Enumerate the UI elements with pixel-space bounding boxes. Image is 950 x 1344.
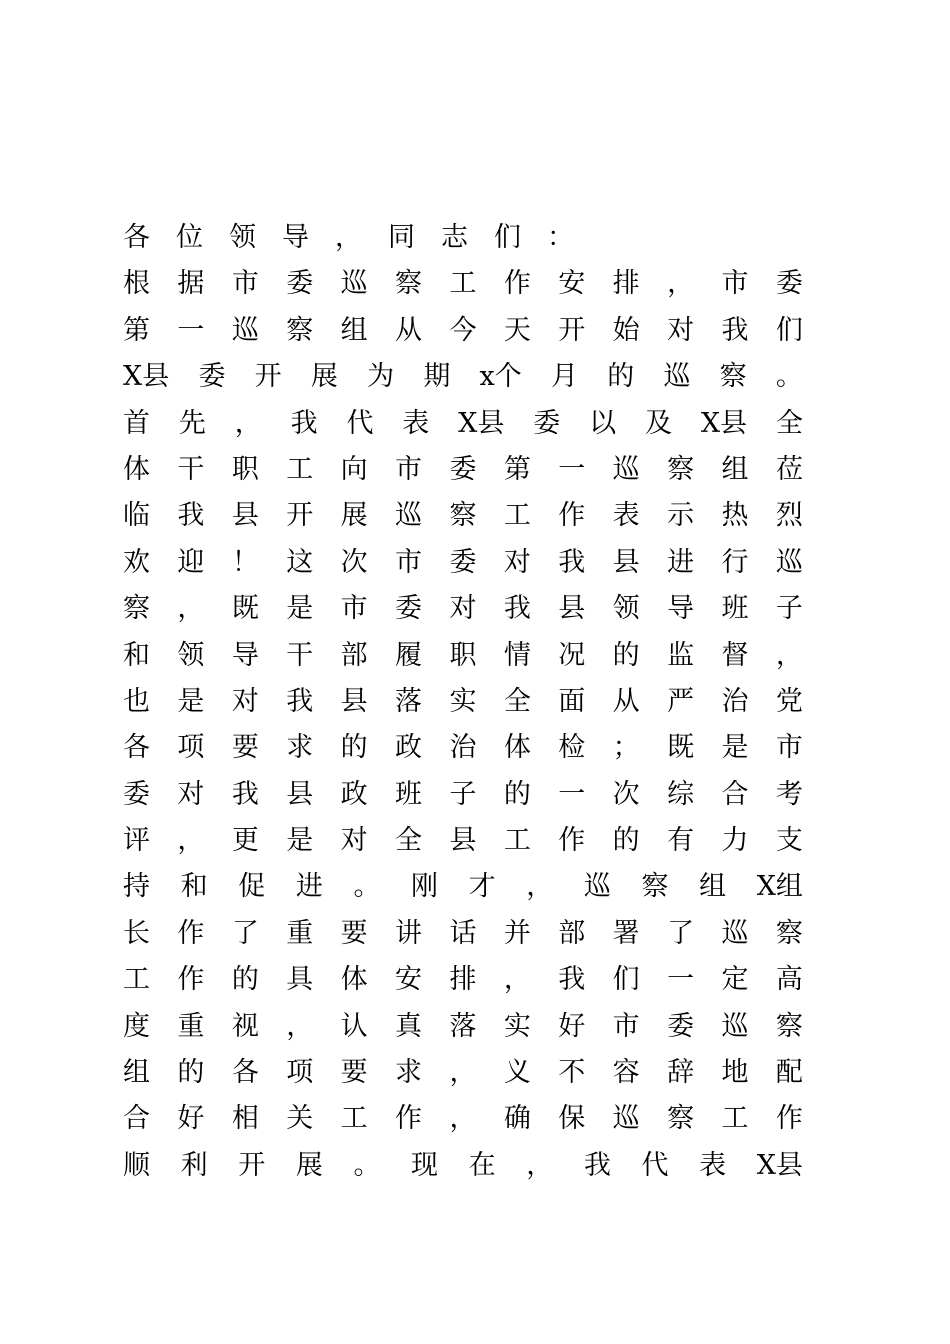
text-char: 察 bbox=[395, 268, 423, 300]
text-char: 巡 bbox=[612, 1103, 640, 1135]
text-char: 县 bbox=[340, 685, 368, 717]
text-char: 作 bbox=[177, 917, 205, 949]
text-line bbox=[123, 864, 803, 910]
text-char: 先 bbox=[178, 407, 206, 439]
text-char: 考 bbox=[775, 778, 803, 810]
text-char: 对 bbox=[231, 685, 259, 717]
text-char: 我 bbox=[583, 1149, 611, 1181]
text-char: 今 bbox=[449, 314, 477, 346]
text-char: 表 bbox=[402, 407, 430, 439]
text-char: 代 bbox=[641, 1149, 669, 1181]
text-char: 我 bbox=[503, 593, 531, 625]
text-char: 作 bbox=[775, 1103, 803, 1135]
text-char: 以 bbox=[589, 407, 617, 439]
text-char: X县 bbox=[123, 361, 170, 393]
text-char: 巡 bbox=[231, 314, 259, 346]
text-char: 我 bbox=[558, 964, 586, 996]
text-char: 察 bbox=[775, 917, 803, 949]
text-char: 工 bbox=[449, 268, 477, 300]
text-char: ， bbox=[335, 222, 362, 253]
text-char: 求 bbox=[286, 732, 314, 764]
text-char: 干 bbox=[286, 639, 314, 671]
text-char: 导 bbox=[282, 222, 309, 253]
text-char: 作 bbox=[395, 1103, 423, 1135]
text-char: 据 bbox=[177, 268, 205, 300]
text-char: ； bbox=[612, 732, 640, 764]
text-char: 既 bbox=[231, 593, 259, 625]
text-char: 市 bbox=[721, 268, 749, 300]
text-char: 进 bbox=[295, 871, 323, 903]
text-char: 况 bbox=[558, 639, 586, 671]
text-char: 刚 bbox=[411, 871, 439, 903]
text-char: 安 bbox=[395, 964, 423, 996]
text-char: 代 bbox=[346, 407, 374, 439]
text-char: 同 bbox=[388, 222, 415, 253]
text-char: 项 bbox=[177, 732, 205, 764]
text-char: 委 bbox=[667, 1010, 695, 1042]
text-char: 首 bbox=[123, 407, 150, 439]
text-char: 辞 bbox=[667, 1057, 695, 1089]
text-char: 表 bbox=[612, 500, 640, 532]
text-char: 检 bbox=[558, 732, 586, 764]
text-char: 欢 bbox=[123, 546, 150, 578]
text-char: 配 bbox=[775, 1057, 803, 1089]
text-char: ， bbox=[177, 593, 205, 625]
text-char: 是 bbox=[721, 732, 749, 764]
text-char: 项 bbox=[286, 1057, 314, 1089]
text-char: 的 bbox=[231, 964, 259, 996]
text-char: 治 bbox=[449, 732, 477, 764]
text-char: 视 bbox=[231, 1010, 259, 1042]
text-char: 。 bbox=[353, 1149, 381, 1181]
text-char: X县 bbox=[458, 407, 505, 439]
text-line bbox=[123, 1050, 803, 1096]
text-char: 排 bbox=[612, 268, 640, 300]
text-char: X县 bbox=[700, 407, 748, 439]
text-char: 重 bbox=[177, 1010, 205, 1042]
speech-body bbox=[123, 215, 803, 1189]
text-char: 工 bbox=[340, 1103, 368, 1135]
text-char: 展 bbox=[310, 361, 338, 393]
text-char: 次 bbox=[612, 778, 640, 810]
text-char: 并 bbox=[503, 917, 531, 949]
text-char: 行 bbox=[721, 546, 749, 578]
text-char: 委 bbox=[533, 407, 561, 439]
text-char: 地 bbox=[721, 1057, 749, 1089]
text-char: 不 bbox=[558, 1057, 586, 1089]
text-char: 政 bbox=[340, 778, 368, 810]
text-char: 保 bbox=[558, 1103, 586, 1135]
text-char: 对 bbox=[667, 314, 695, 346]
text-char: 各 bbox=[123, 732, 150, 764]
text-char: 了 bbox=[667, 917, 695, 949]
text-char: 子 bbox=[775, 593, 803, 625]
text-char: 们 bbox=[612, 964, 640, 996]
text-char: 位 bbox=[176, 222, 203, 253]
text-char: 巡 bbox=[395, 500, 423, 532]
text-char: 体 bbox=[123, 453, 150, 485]
text-char: 好 bbox=[558, 1010, 586, 1042]
text-line bbox=[123, 1143, 803, 1189]
text-char: 天 bbox=[503, 314, 531, 346]
text-char: 定 bbox=[721, 964, 749, 996]
text-char: 职 bbox=[231, 453, 259, 485]
text-char: ！ bbox=[231, 546, 259, 578]
text-char: 巡 bbox=[663, 361, 691, 393]
text-char: 我 bbox=[177, 500, 205, 532]
text-char: 和 bbox=[123, 639, 150, 671]
text-char: 全 bbox=[775, 407, 803, 439]
text-char: 委 bbox=[775, 268, 803, 300]
text-char: 既 bbox=[667, 732, 695, 764]
text-char: 顺 bbox=[123, 1149, 150, 1181]
text-char: 求 bbox=[395, 1057, 423, 1089]
text-char: 巡 bbox=[721, 917, 749, 949]
text-char: 的 bbox=[612, 825, 640, 857]
text-char: 长 bbox=[123, 917, 150, 949]
text-char: 落 bbox=[395, 685, 423, 717]
text-char: 的 bbox=[607, 361, 635, 393]
text-char: 落 bbox=[449, 1010, 477, 1042]
text-char: 部 bbox=[558, 917, 586, 949]
text-char: 巡 bbox=[340, 268, 368, 300]
text-char: 期 bbox=[423, 361, 451, 393]
text-char: 职 bbox=[449, 639, 477, 671]
text-char: 委 bbox=[198, 361, 226, 393]
text-char: 合 bbox=[123, 1103, 150, 1135]
text-char: 要 bbox=[231, 732, 259, 764]
text-char: 进 bbox=[667, 546, 695, 578]
text-char: 委 bbox=[449, 546, 477, 578]
text-char: 巡 bbox=[612, 453, 640, 485]
text-char: 的 bbox=[340, 732, 368, 764]
text-char: 导 bbox=[231, 639, 259, 671]
text-char: ， bbox=[667, 268, 695, 300]
text-char: 才 bbox=[468, 871, 496, 903]
text-char: ， bbox=[234, 407, 262, 439]
text-char: 要 bbox=[340, 1057, 368, 1089]
text-char: 县 bbox=[558, 593, 586, 625]
text-char: 。 bbox=[353, 871, 381, 903]
text-char: 综 bbox=[667, 778, 695, 810]
text-char: 从 bbox=[612, 685, 640, 717]
text-char: 组 bbox=[721, 453, 749, 485]
text-char: 巡 bbox=[775, 546, 803, 578]
text-char: 治 bbox=[721, 685, 749, 717]
text-char: 子 bbox=[449, 778, 477, 810]
text-char: ， bbox=[503, 964, 531, 996]
text-char: 的 bbox=[503, 778, 531, 810]
text-char: 高 bbox=[775, 964, 803, 996]
text-char: 排 bbox=[449, 964, 477, 996]
text-char: 班 bbox=[395, 778, 423, 810]
text-char: 察 bbox=[719, 361, 747, 393]
text-char: 工 bbox=[286, 453, 314, 485]
text-char: 促 bbox=[238, 871, 266, 903]
text-char: 察 bbox=[667, 453, 695, 485]
text-char: 安 bbox=[558, 268, 586, 300]
text-char: 察 bbox=[449, 500, 477, 532]
text-char: 在 bbox=[468, 1149, 496, 1181]
text-char: 导 bbox=[667, 593, 695, 625]
text-char: 政 bbox=[395, 732, 423, 764]
text-char: 作 bbox=[503, 268, 531, 300]
text-char: 开 bbox=[238, 1149, 266, 1181]
text-line bbox=[123, 354, 803, 400]
text-char: 班 bbox=[721, 593, 749, 625]
text-char: 组 bbox=[340, 314, 368, 346]
text-char: 好 bbox=[177, 1103, 205, 1135]
text-line bbox=[123, 586, 803, 632]
text-char: X县 bbox=[756, 1149, 803, 1181]
text-char: 领 bbox=[177, 639, 205, 671]
text-line bbox=[123, 1096, 803, 1142]
text-char: 监 bbox=[667, 639, 695, 671]
text-char: 市 bbox=[340, 593, 368, 625]
text-char: 志 bbox=[441, 222, 468, 253]
text-char: 县 bbox=[612, 546, 640, 578]
text-char: 容 bbox=[612, 1057, 640, 1089]
text-char: 实 bbox=[503, 1010, 531, 1042]
text-char: 委 bbox=[395, 593, 423, 625]
text-char: 根 bbox=[123, 268, 150, 300]
text-char: 一 bbox=[177, 314, 205, 346]
text-char: 党 bbox=[775, 685, 803, 717]
text-char: 工 bbox=[503, 825, 531, 857]
text-char: 组 bbox=[699, 871, 727, 903]
salutation-line bbox=[123, 215, 803, 261]
text-char: 。 bbox=[775, 361, 803, 393]
text-char: 一 bbox=[558, 778, 586, 810]
text-line bbox=[123, 540, 803, 586]
text-char: 具 bbox=[286, 964, 314, 996]
text-char: 情 bbox=[503, 639, 531, 671]
text-char: 作 bbox=[558, 500, 586, 532]
text-char: 干 bbox=[177, 453, 205, 485]
text-char: 义 bbox=[503, 1057, 531, 1089]
text-char: 委 bbox=[449, 453, 477, 485]
text-char: 市 bbox=[612, 1010, 640, 1042]
text-char: 了 bbox=[231, 917, 259, 949]
text-char: 重 bbox=[286, 917, 314, 949]
text-char: X组 bbox=[756, 871, 803, 903]
text-char: 认 bbox=[340, 1010, 368, 1042]
text-char: 全 bbox=[395, 825, 423, 857]
text-char: 示 bbox=[667, 500, 695, 532]
text-char: 市 bbox=[395, 453, 423, 485]
text-char: 开 bbox=[254, 361, 282, 393]
text-char: 实 bbox=[449, 685, 477, 717]
text-char: 县 bbox=[449, 825, 477, 857]
text-char: 关 bbox=[286, 1103, 314, 1135]
text-char: 全 bbox=[503, 685, 531, 717]
text-char: 支 bbox=[775, 825, 803, 857]
text-char: 市 bbox=[775, 732, 803, 764]
text-char: 市 bbox=[395, 546, 423, 578]
text-char: 县 bbox=[231, 500, 259, 532]
text-char: 领 bbox=[229, 222, 256, 253]
text-char: ， bbox=[286, 1010, 314, 1042]
text-char: 作 bbox=[177, 964, 205, 996]
text-char: x个 bbox=[479, 361, 522, 393]
text-char: ， bbox=[449, 1103, 477, 1135]
text-char: 严 bbox=[667, 685, 695, 717]
text-char: 我 bbox=[231, 778, 259, 810]
text-char: 确 bbox=[503, 1103, 531, 1135]
text-char: 也 bbox=[123, 685, 150, 717]
text-char: 领 bbox=[612, 593, 640, 625]
text-char: 对 bbox=[340, 825, 368, 857]
text-char: 表 bbox=[699, 1149, 727, 1181]
text-char: 面 bbox=[558, 685, 586, 717]
text-char: 展 bbox=[295, 1149, 323, 1181]
text-char: 们 bbox=[494, 222, 521, 253]
text-char: 我 bbox=[721, 314, 749, 346]
text-char: 话 bbox=[449, 917, 477, 949]
text-line bbox=[123, 308, 803, 354]
text-line bbox=[123, 679, 803, 725]
text-line bbox=[123, 818, 803, 864]
text-char: 作 bbox=[558, 825, 586, 857]
text-char: 巡 bbox=[721, 1010, 749, 1042]
text-char: 的 bbox=[177, 1057, 205, 1089]
text-char: 合 bbox=[721, 778, 749, 810]
text-char: 是 bbox=[286, 593, 314, 625]
text-char: 从 bbox=[395, 314, 423, 346]
text-char: 工 bbox=[503, 500, 531, 532]
text-char: 力 bbox=[721, 825, 749, 857]
text-char: 工 bbox=[721, 1103, 749, 1135]
text-char: ， bbox=[775, 639, 803, 671]
text-char: 各 bbox=[231, 1057, 259, 1089]
text-char: 对 bbox=[503, 546, 531, 578]
text-char: 热 bbox=[721, 500, 749, 532]
text-char: 我 bbox=[558, 546, 586, 578]
text-char: 我 bbox=[290, 407, 318, 439]
text-char: ， bbox=[177, 825, 205, 857]
text-char: 委 bbox=[123, 778, 150, 810]
text-char: 相 bbox=[231, 1103, 259, 1135]
text-char: 月 bbox=[551, 361, 578, 393]
text-char: 巡 bbox=[583, 871, 611, 903]
text-line bbox=[123, 725, 803, 771]
text-char: 利 bbox=[180, 1149, 208, 1181]
text-char: 第 bbox=[503, 453, 531, 485]
text-char: 要 bbox=[340, 917, 368, 949]
text-char: 署 bbox=[612, 917, 640, 949]
text-char: ， bbox=[526, 871, 554, 903]
text-char: 组 bbox=[123, 1057, 150, 1089]
text-line bbox=[123, 447, 803, 493]
text-char: 有 bbox=[667, 825, 695, 857]
text-char: 县 bbox=[286, 778, 314, 810]
text-char: 对 bbox=[449, 593, 477, 625]
text-char: 察 bbox=[775, 1010, 803, 1042]
text-char: 督 bbox=[721, 639, 749, 671]
text-line bbox=[123, 957, 803, 1003]
text-char: 工 bbox=[123, 964, 150, 996]
text-char: 度 bbox=[123, 1010, 150, 1042]
text-line bbox=[123, 911, 803, 957]
text-char: 委 bbox=[286, 268, 314, 300]
text-char: 展 bbox=[340, 500, 368, 532]
text-char: 体 bbox=[503, 732, 531, 764]
text-char: 开 bbox=[286, 500, 314, 532]
text-char: 部 bbox=[340, 639, 368, 671]
text-char: 市 bbox=[231, 268, 259, 300]
text-char: 莅 bbox=[775, 453, 803, 485]
text-line bbox=[123, 401, 803, 447]
text-char: 临 bbox=[123, 500, 150, 532]
text-char: 们 bbox=[775, 314, 803, 346]
text-char: 始 bbox=[612, 314, 640, 346]
text-char: 的 bbox=[612, 639, 640, 671]
text-char: 更 bbox=[231, 825, 259, 857]
text-char: 持 bbox=[123, 871, 150, 903]
text-char: 对 bbox=[177, 778, 205, 810]
text-char: 讲 bbox=[395, 917, 423, 949]
text-char: 现 bbox=[411, 1149, 439, 1181]
text-line bbox=[123, 633, 803, 679]
text-char: 为 bbox=[367, 361, 395, 393]
text-char: 及 bbox=[644, 407, 672, 439]
text-char: 履 bbox=[395, 639, 423, 671]
text-char: ， bbox=[526, 1149, 554, 1181]
text-char: 察 bbox=[667, 1103, 695, 1135]
text-char: 察 bbox=[123, 593, 150, 625]
text-char: 开 bbox=[558, 314, 586, 346]
text-char: ： bbox=[547, 222, 574, 253]
text-char: 评 bbox=[123, 825, 150, 857]
text-char: 一 bbox=[558, 453, 586, 485]
text-char: 体 bbox=[340, 964, 368, 996]
text-char: 迎 bbox=[177, 546, 205, 578]
text-char: 是 bbox=[286, 825, 314, 857]
text-char: 一 bbox=[667, 964, 695, 996]
text-char: 第 bbox=[123, 314, 150, 346]
text-char: 察 bbox=[286, 314, 314, 346]
text-char: 烈 bbox=[775, 500, 803, 532]
text-char: 我 bbox=[286, 685, 314, 717]
text-char: 向 bbox=[340, 453, 368, 485]
text-char: ， bbox=[449, 1057, 477, 1089]
text-char: 各 bbox=[123, 222, 150, 253]
text-char: 和 bbox=[180, 871, 208, 903]
text-line bbox=[123, 772, 803, 818]
text-line bbox=[123, 493, 803, 539]
text-char: 真 bbox=[395, 1010, 423, 1042]
text-char: 是 bbox=[177, 685, 205, 717]
text-char: 察 bbox=[641, 871, 669, 903]
text-line bbox=[123, 261, 803, 307]
text-char: 次 bbox=[340, 546, 368, 578]
text-char: 这 bbox=[286, 546, 314, 578]
text-line bbox=[123, 1004, 803, 1050]
